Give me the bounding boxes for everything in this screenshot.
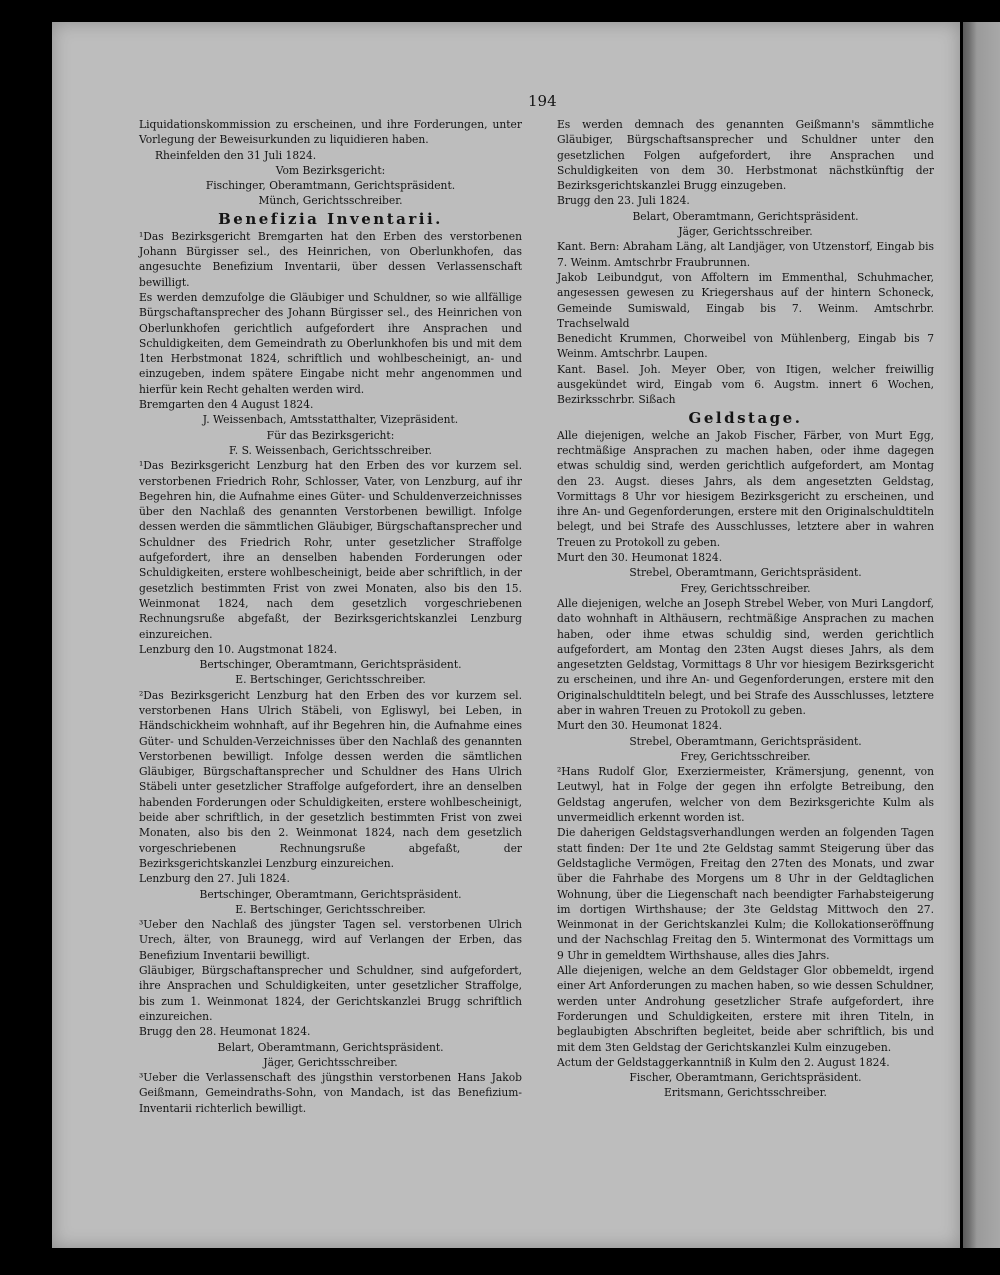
intro-signature-clerk: Münch, Gerichtsschreiber.	[258, 194, 403, 208]
adjacent-page-edge	[963, 22, 1000, 1248]
intro-paragraph: Liquidationskommission zu erscheinen, und ihre Forderungen, unter Vorlegung der Beweisurkunden zu liquidieren haben.	[139, 118, 522, 147]
notice-fischer-text: Alle diejenigen, welche an Jakob Fischer, Färber, von Murt Egg, rechtmäßige Ansprachen zu machen haben, oder ihme dagegen etwas schuldig sind, werden gerichtlich aufgefordert, am Montag den 23. Augst. dieses Jahrs, als dem angesetzten Geldstag, Vormittags 8 Uhr vor hiesigem Bezirksgericht zu erscheinen, und ihre An- und Gegenforderungen, erstere mit den Originalschuldtiteln belegt, und bei Strafe des Ausschlusses, letztere aber in wahren Treuen zu Protokoll zu geben.	[557, 428, 934, 549]
notice-bremgarten-text-2: Es werden demzufolge die Gläubiger und Schuldner, so wie allfällige Bürgschaftansprecher des Johann Bürgisser sel., des Heinrichen von Oberlunkhofen gerichtlich aufgefordert ihre Ansprachen und Schuldigkeiten, dem Gemeindrath zu Oberlunkhofen bis und mit dem 1ten Herbstmonat 1824, schriftlich und wohlbescheinigt, an- und einzugeben, indem spätere Eingabe nicht mehr angenommen und hierfür kein Recht gehalten werden wird.	[139, 290, 522, 396]
intro-signature-president: Fischinger, Oberamtmann, Gerichtspräsident.	[205, 179, 456, 193]
notice-strebel-signature-2: Frey, Gerichtsschreiber.	[680, 749, 811, 763]
notice-lenzburg-staebeli-place-date: Lenzburg den 27. Juli 1824.	[139, 872, 290, 886]
notice-fischer-signature-1: Strebel, Oberamtmann, Gerichtspräsident.	[629, 566, 862, 580]
entry-krummen: Benedicht Krummen, Chorweibel von Mühlenberg, Eingab bis 7 Weinm. Amtschrbr. Laupen.	[557, 332, 934, 361]
notice-bremgarten-place-date: Bremgarten den 4 August 1824.	[139, 398, 314, 412]
notice-glor-text: ²Hans Rudolf Glor, Exerziermeister, Krämersjung, genennt, von Leutwyl, hat in Folge der gegen ihn erfolgte Betreibung, den Geldstag angerufen, welcher von dem Bezirksgerichte Kulm als unvermeidlich erkennt worden ist.	[557, 765, 934, 825]
notice-lenzburg-rohr-place-date: Lenzburg den 10. Augstmonat 1824.	[139, 642, 338, 656]
intro-court: Vom Bezirksgericht:	[275, 163, 386, 177]
notice-geissmann-signature-1: Belart, Oberamtmann, Gerichtspräsident.	[632, 209, 859, 223]
notice-glor-place-date: Actum der Geldstaggerkanntniß in Kulm den 2. August 1824.	[557, 1055, 890, 1069]
notice-lenzburg-staebeli-text: ²Das Bezirksgericht Lenzburg hat den Erben des vor kurzem sel. verstorbenen Hans Ulrich Stäbeli, von Egliswyl, bei Leben, in Händschickheim wohnhaft, auf ihr Begehren hin, die Aufnahme eines Güter- und Schulden-Verzeichnisses über den Nachlaß des genannten Verstorbenen bewilligt. Infolge dessen werden die sämtlichen Gläubiger, Bürgschaftansprecher und Schuldner des Hans Ulrich Stäbeli unter gesetzlicher Straffolge aufgefordert, ihre an denselben habenden Forderungen oder Schuldigkeiten, erstere wohlbescheinigt, beide aber schriftlich, in der gesetzlich bestimmten Frist von zwei Monaten, also bis den 2. Weinmonat 1824, nach dem gesetzlich vorgeschriebenen Rechnungsruße abgefaßt, der Bezirksgerichtskanzlei Lenzburg einzureichen.	[139, 688, 522, 870]
left-column	[139, 117, 522, 1116]
notice-urech-text: ³Ueber den Nachlaß des jüngster Tagen sel. verstorbenen Ulrich Urech, älter, von Braunegg, wird auf Verlangen der Erben, das Benefizium Inventarii bewilligt.	[139, 918, 522, 962]
notice-lenzburg-rohr-text: ¹Das Bezirksgericht Lenzburg hat den Erben des vor kurzem sel. verstorbenen Friedrich Rohr, Schlosser, Vater, von Lenzburg, auf ihr Begehren hin, die Aufnahme eines Güter- und Schuldenverzeichnisses über den Nachlaß des genannten Verstorbenen bewilligt. Infolge dessen werden die sämmtlichen Gläubiger, Bürgschaftansprecher und Schuldner des Friedrich Rohr, unter gesetzlicher Straffolge aufgefordert, ihre an denselben habenden Forderungen oder Schuldigkeiten, erstere wohlbescheinigt, beide aber schriftlich, in der gesetzlich bestimmten Frist von zwei Monaten, also bis den 15. Weinmonat 1824, nach dem gesetzlich vorgeschriebenen Rechnungsruße abgefaßt, der Bezirksgerichtskanzlei Lenzburg einzureichen.	[139, 459, 522, 641]
section-heading-geldstage: Geldstage.	[688, 408, 803, 427]
notice-glor-text-3: Alle diejenigen, welche an dem Geldstager Glor obbemeldt, irgend einer Art Anforderungen zu machen haben, so wie dessen Schuldner, werden unter Androhung gesetzlicher Strafe aufgefordert, ihre Forderungen und Schuldigkeiten, erstere mit ihren Titeln, in beglaubigten Abschriften begleitet, beide aber schriftlich, bis und mit dem 3ten Geldstag der Gerichtskanzlei Kulm einzugeben.	[557, 964, 934, 1054]
notice-bremgarten-text: ¹Das Bezirksgericht Bremgarten hat den Erben des verstorbenen Johann Bürgisser sel., des Heinrichen, von Oberlunkhofen, das angesuchte Benefizium Inventarii, über dessen Verlassenschaft bewilligt.	[139, 229, 522, 289]
notice-bremgarten-signature-2: F. S. Weissenbach, Gerichtsschreiber.	[229, 443, 432, 457]
notice-glor-text-2: Die daherigen Geldstagsverhandlungen werden an folgenden Tagen statt finden: Der 1te und 2te Geldstag sammt Steigerung über das Geldstagliche Vermögen, Freitag den 27ten des Monats, und zwar über die Fahrhabe des Morgens um 8 Uhr in der Geldtaglichen Wohnung, über die Liegenschaft nach beendigter Farhabsteigerung im dortigen Wirthshause; der 3te Geldstag Mittwoch den 27. Weinmonat in der Gerichtskanzlei Kulm; die Kollokationseröffnung und der Nachschlag Freitag den 5. Wintermonat des Vormittags um 9 Uhr in gemeldtem Wirthshause, alles dies Jahrs.	[557, 826, 934, 962]
notice-lenzburg-rohr-signature-1: Bertschinger, Oberamtmann, Gerichtspräsident.	[199, 658, 462, 672]
notice-urech-signature-2: Jäger, Gerichtsschreiber.	[263, 1055, 398, 1069]
notice-geissmann-text: ³Ueber die Verlassenschaft des jüngsthin verstorbenen Hans Jakob Geißmann, Gemeindraths-Sohn, von Mandach, ist das Benefizium-Inventarii richterlich bewilligt.	[139, 1071, 522, 1115]
notice-glor-signature-2: Eritsmann, Gerichtsschreiber.	[664, 1086, 827, 1100]
notice-lenzburg-rohr-signature-2: E. Bertschinger, Gerichtsschreiber.	[235, 673, 426, 687]
notice-geissmann-place-date: Brugg den 23. Juli 1824.	[557, 194, 690, 208]
notice-bremgarten-court: Für das Bezirksgericht:	[266, 428, 395, 442]
notice-strebel-signature-1: Strebel, Oberamtmann, Gerichtspräsident.	[629, 734, 862, 748]
notice-glor-signature-1: Fischer, Oberamtmann, Gerichtspräsident.	[629, 1071, 862, 1085]
section-heading-benefizia: Benefizia Inventarii.	[218, 209, 443, 228]
notice-urech-place-date: Brugg den 28. Heumonat 1824.	[139, 1025, 311, 1039]
entry-leibundgut: Jakob Leibundgut, von Affoltern im Emmenthal, Schuhmacher, angesessen gewesen zu Kriegershaus auf der hintern Schoneck, Gemeinde Sumiswald, Eingab bis 7. Weinm. Amtschrbr. Trachselwald	[557, 270, 934, 330]
notice-strebel-place-date: Murt den 30. Heumonat 1824.	[557, 719, 723, 733]
page-number: 194	[528, 92, 557, 110]
notice-geissmann-signature-2: Jäger, Gerichtsschreiber.	[678, 225, 813, 239]
notice-lenzburg-staebeli-signature-1: Bertschinger, Oberamtmann, Gerichtspräsident.	[199, 887, 462, 901]
notice-fischer-signature-2: Frey, Gerichtsschreiber.	[680, 581, 811, 595]
notice-geissmann-continued-text: Es werden demnach des genannten Geißmann's sämmtliche Gläubiger, Bürgschaftsansprecher und Schuldner unter den gesetzlichen Folgen aufgefordert, ihre Ansprachen und Schuldigkeiten von dem 30. Herbstmonat nächstkünftig der Bezirksgerichtskanzlei Brugg einzugeben.	[557, 118, 934, 193]
intro-place-date: Rheinfelden den 31 Juli 1824.	[155, 148, 317, 162]
right-column	[557, 117, 934, 1101]
notice-strebel-text: Alle diejenigen, welche an Joseph Strebel Weber, von Muri Langdorf, dato wohnhaft in Althäusern, rechtmäßige Ansprachen zu machen haben, oder ihme etwas schuldig sind, werden gerichtlich aufgefordert, am Montag den 23ten Augst dieses Jahrs, als dem angesetzten Geldstag, Vormittags 8 Uhr vor hiesigem Bezirksgericht zu erscheinen, und ihre An- und Gegenforderungen, erstere mit den Originalschuldtiteln belegt, und bei Strafe des Ausschlusses, letztere aber in wahren Treuen zu Protokoll zu geben.	[557, 596, 934, 717]
entry-bern-laeng: Kant. Bern: Abraham Läng, alt Landjäger, von Utzenstorf, Eingab bis 7. Weinm. Amtschrbr Fraubrunnen.	[557, 240, 934, 269]
entry-basel-meyer: Kant. Basel. Joh. Meyer Ober, von Itigen, welcher freiwillig ausgekündet wird, Eingab vom 6. Augstm. innert 6 Wochen, Bezirksschrbr. Sißach	[557, 362, 934, 407]
notice-urech-text-2: Gläubiger, Bürgschaftansprecher und Schuldner, sind aufgefordert, ihre Ansprachen und Schuldigkeiten, unter gesetzlicher Straffolge, bis zum 1. Weinmonat 1824, der Gerichtskanzlei Brugg schriftlich einzureichen.	[139, 964, 522, 1023]
notice-bremgarten-signature-1: J. Weissenbach, Amtsstatthalter, Vizepräsident.	[202, 413, 459, 427]
notice-lenzburg-staebeli-signature-2: E. Bertschinger, Gerichtsschreiber.	[235, 902, 426, 916]
notice-fischer-place-date: Murt den 30. Heumonat 1824.	[557, 551, 723, 565]
notice-urech-signature-1: Belart, Oberamtmann, Gerichtspräsident.	[217, 1040, 444, 1054]
